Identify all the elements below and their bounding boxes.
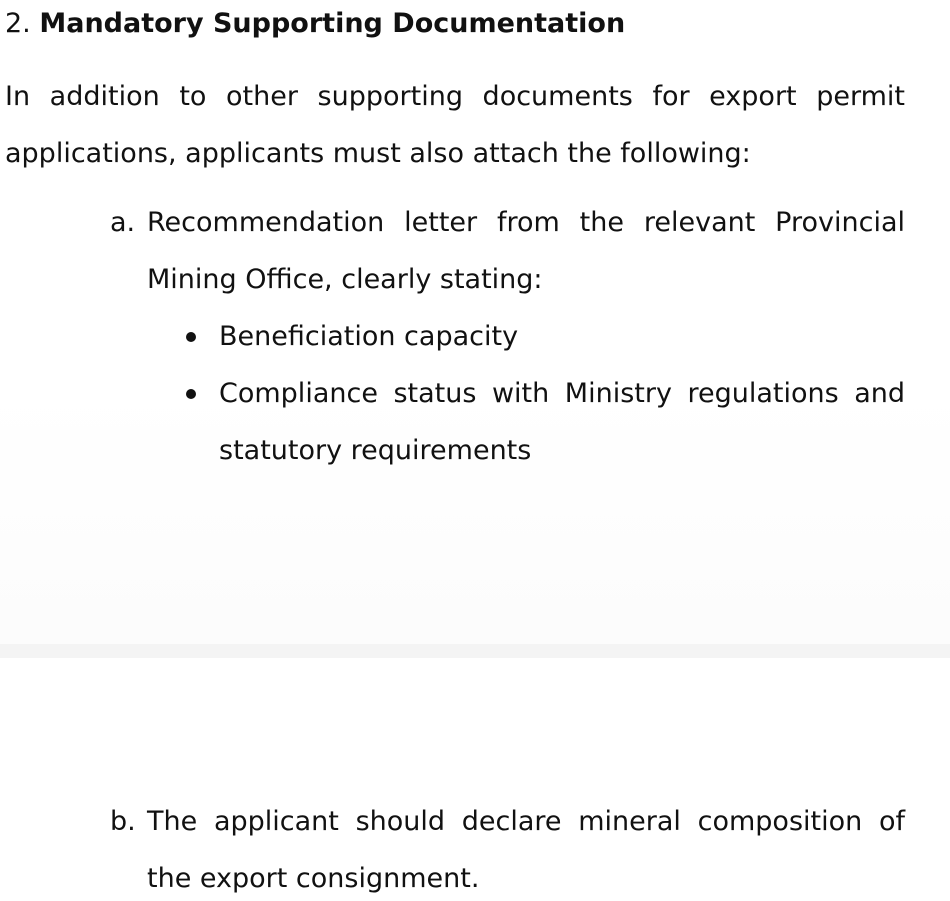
list-item-b: [110, 793, 905, 901]
bullet-list: [180, 308, 905, 479]
intro-line: In addition to other supporting documents for export permit: [5, 81, 905, 112]
bullet-line: Compliance status with Ministry regulations and: [219, 378, 905, 409]
list-marker: b.: [110, 806, 136, 837]
section-heading: [5, 0, 625, 48]
page-break: [0, 644, 950, 658]
bullet-icon: [186, 332, 196, 342]
list-item-text: [147, 793, 905, 901]
section-number: 2.: [5, 8, 31, 39]
document-page-2: [0, 658, 950, 901]
section-title: Mandatory Supporting Documentation: [39, 8, 626, 39]
list-item-a: [110, 194, 905, 308]
intro-line: applications, applicants must also attach the following:: [5, 138, 751, 169]
list-item-line: The applicant should declare mineral composition of: [147, 806, 905, 837]
list-item-line: the export consignment.: [147, 863, 480, 894]
bullet-icon: [186, 389, 196, 399]
bullet-line: statutory requirements: [219, 435, 532, 466]
bullet-item: [180, 308, 905, 365]
intro-paragraph: [5, 68, 905, 182]
bullet-line: Beneficiation capacity: [219, 321, 519, 352]
list-marker: a.: [110, 207, 136, 238]
list-item-line: Recommendation letter from the relevant Provincial: [147, 207, 905, 238]
bullet-item: [180, 365, 905, 479]
list-item-text: [147, 194, 905, 308]
list-item-line: Mining Office, clearly stating:: [147, 264, 543, 295]
